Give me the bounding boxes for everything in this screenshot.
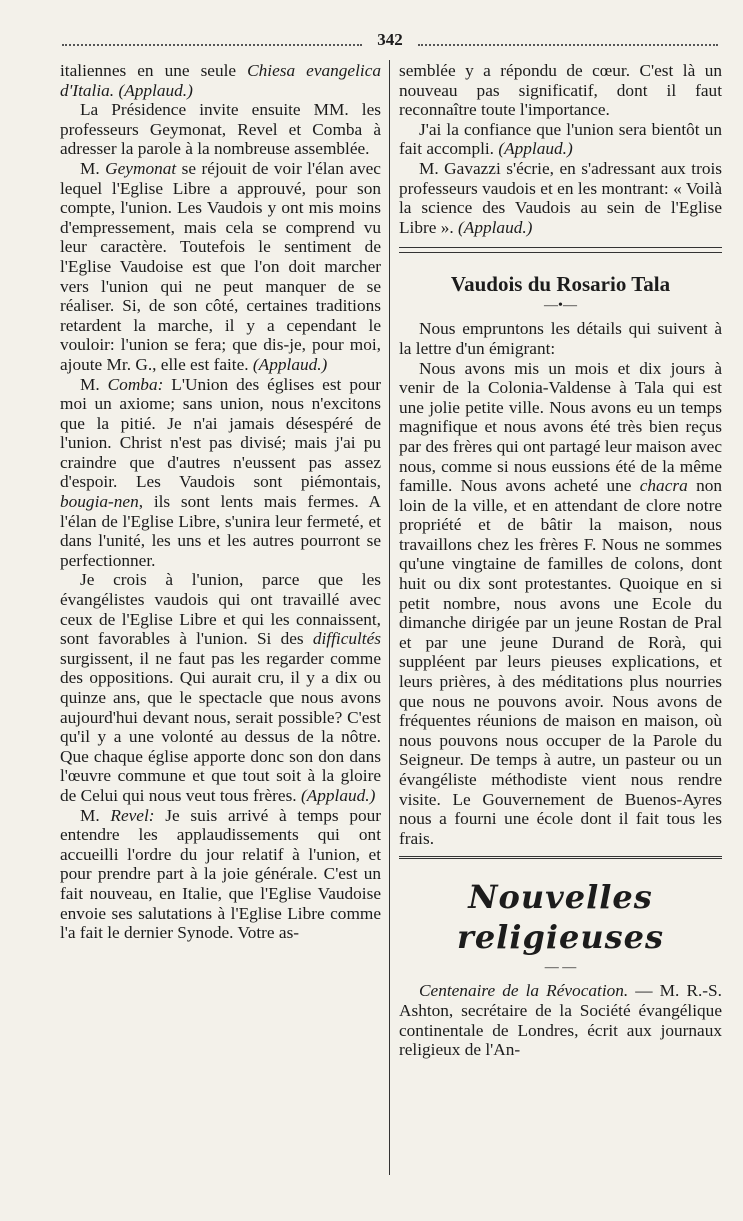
text-run: non loin de la ville, et en attendant de clore notre propriété et de bâtir la maison, nous travaillons chez les frères F. Nous ne sommes qu'une vingtaine de familles de colons, dont huit ou dix sont protestantes. Quoique en si petit nombre, nous avons une Ecole du dimanche dirigée par un jeune Rostan de Pral et par une jeune Durand de Rorà, qui suppléent par leurs pieuses explications, et leurs prières, à des méditations plus nourries que nous ne pouvons avoir. Nous avons de fréquentes réunions de maison en maison, où nous pouvons nous occuper de la Parole du Seigneur. De temps à autre, un pasteur ou un évangéliste méthodiste vient nous rendre visite. Le Gouvernement de Buenos-Ayres nous a fourni une école dont il fait tous les frais.	[399, 476, 722, 848]
paragraph	[399, 159, 722, 237]
italic-text: chacra	[639, 476, 688, 496]
section-nouvelles-body	[399, 981, 722, 1059]
section-title-nouvelles: Nouvelles religieuses	[456, 878, 665, 957]
italic-text: Revel:	[110, 805, 155, 825]
header-rule-right	[418, 44, 718, 46]
paragraph	[399, 120, 722, 159]
section-ornament-2: — —	[544, 960, 577, 976]
italic-text: (Applaud.)	[118, 80, 193, 100]
right-column	[399, 61, 722, 1176]
text-run: italiennes en une seule	[60, 61, 248, 80]
italic-text: Chiesa evangelica d'Italia.	[60, 61, 381, 100]
text-run: Nous empruntons les détails qui suivent à la lettre d'un émigrant:	[399, 319, 722, 358]
section-separator	[399, 247, 722, 248]
text-run: M.	[80, 805, 111, 825]
text-run: surgissent, il ne faut pas les regarder comme des oppositions. Qui aurait cru, il y a dix ou quinze ans, que le spectacle que nous avons aujourd'hui devant nous, serait possible? C'est qu'il y a une volonté au dessus de la nôtre. Que chaque église apporte donc son don dans l'œuvre commune et que tout soit à la gloire de Celui qui nous veut tous frères.	[60, 648, 381, 805]
text-run: M. Gavazzi s'écrie, en s'adressant aux trois professeurs vaudois et en les montrant: « Voilà la science des Vaudois au sein de l'Eglise Libre ».	[399, 158, 722, 237]
column-divider	[389, 60, 390, 1175]
text-run: M.	[80, 374, 108, 394]
text-run: semblée y a répondu de cœur. C'est là un nouveau pas significatif, dont il faut reconnaître toute l'importance.	[399, 61, 722, 120]
italic-text: difficultés	[312, 629, 381, 649]
text-run: Je crois à l'union, parce que les évangélistes vaudois qui ont travaillé avec ceux de l'Eglise Libre et qui les connaissent, sont favorables à l'union. Si des	[60, 570, 381, 649]
italic-text: Comba:	[107, 374, 164, 394]
section-separator-double	[399, 856, 722, 859]
left-column	[60, 61, 381, 1176]
paragraph	[60, 806, 381, 943]
italic-text: (Applaud.)	[300, 785, 376, 805]
right-column-top	[399, 61, 722, 237]
italic-text: (Applaud.)	[498, 139, 573, 159]
italic-text: (Applaud.)	[458, 217, 533, 237]
text-run: — M. R.-S. Ashton, secrétaire de la Société évangélique continentale de Londres, écrit aux journaux religieux de l'An-	[399, 981, 722, 1060]
section-separator-2	[399, 252, 722, 253]
left-column-body	[60, 61, 381, 943]
text-run: J'ai la confiance que l'union sera bientôt un fait accompli.	[399, 119, 722, 159]
section-rosario-body	[399, 319, 722, 848]
text-run: La Présidence invite ensuite MM. les professeurs Geymonat, Revel et Comba à adresser la parole à la nombreuse assemblée.	[60, 100, 381, 159]
paragraph	[60, 570, 381, 805]
paragraph	[399, 61, 722, 120]
paragraph	[60, 375, 381, 571]
section-title-rosario: Vaudois du Rosario Tala	[450, 272, 671, 297]
section-ornament: —•—	[544, 298, 577, 314]
paragraph	[399, 319, 722, 358]
text-run: M.	[80, 158, 106, 178]
page-header	[62, 30, 718, 54]
text-run: , ils sont lents mais fermes. A l'élan de l'Eglise Libre, s'unira leur fermeté, et dans l'unité, les uns et les autres pourront se perfectionner.	[60, 492, 381, 570]
page-number: 342	[377, 30, 403, 49]
paragraph	[399, 981, 722, 1059]
text-run: Nous avons mis un mois et dix jours à venir de la Colonia-Valdense à Tala qui est une jolie petite ville. Nous avons eu un temps magnifique et nous avons été très bien reçus par des frères qui ont partagé leur maison avec nous, comme si nous eussions été de la même famille. Nous avons acheté une	[399, 358, 722, 496]
paragraph	[60, 100, 381, 159]
text-run: L'Union des églises est pour moi un axiome; sans union, nous n'excitons que la pitié. Je n'ai jamais désespéré de l'union. Christ n'est pas divisé; mais j'ai pu craindre que d'autres n'eussent pas assez d'espoir. Les Vaudois sont piémontais,	[60, 374, 381, 492]
text-run: Je suis arrivé à temps pour entendre les applaudissements qui ont accueilli l'ordre du jour relatif à l'union, et pour prendre part à la joie générale. C'est un fait nouveau, en Italie, que l'Eglise Vaudoise envoie ses salutations à l'Eglise Libre comme l'a fait le dernier Synode. Votre as-	[60, 805, 381, 943]
italic-text: bougia-nen	[60, 492, 139, 512]
paragraph	[60, 159, 381, 375]
italic-text: Centenaire de la Révocation.	[419, 981, 629, 1001]
text-run: se réjouit de voir l'élan avec lequel l'Eglise Libre a approuvé, pour son compte, l'union. Les Vaudois y ont mis moins d'empressement, mais cela se comprend vu leur caractère. Toutefois le sentiment de l'Eglise Vaudoise est que l'on doit marcher vers l'union qui ne peut manquer de se réaliser. Si, de son côté, certaines traditions retardent la marche, il y a cependant le vouloir: l'union se fera; que dis-je, pour moi, ajoute Mr. G., elle est faite.	[60, 158, 381, 374]
paragraph	[60, 61, 381, 100]
italic-text: Geymonat	[105, 158, 177, 178]
italic-text: (Applaud.)	[252, 354, 328, 374]
paragraph	[399, 359, 722, 849]
